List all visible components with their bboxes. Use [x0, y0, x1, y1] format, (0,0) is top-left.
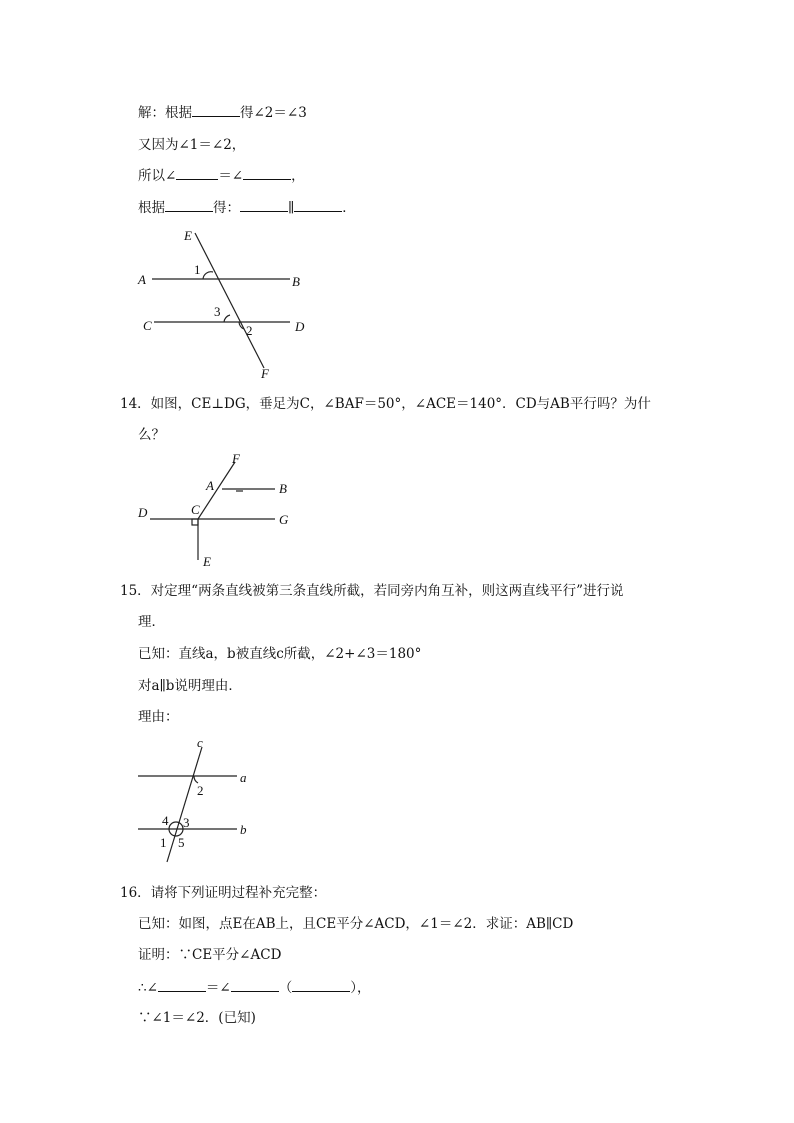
q16-line4-c: （	[278, 980, 293, 996]
angle-label-1: 1	[194, 262, 201, 277]
angle-label-1: 1	[160, 835, 167, 850]
label-e: E	[203, 554, 211, 569]
label-a: a	[240, 770, 247, 785]
q13-line2: 又因为∠1＝∠2，	[138, 137, 246, 153]
angle-label-3: 3	[214, 304, 221, 319]
q13-line3-b: ＝∠	[218, 168, 244, 184]
q13-line4-a: 根据	[138, 200, 165, 216]
label-a: A	[206, 478, 214, 493]
q15-line4: 对a∥b说明理由．	[138, 678, 242, 694]
answer-blank[interactable]	[292, 978, 350, 992]
q13-line1-b: 得∠2＝∠3	[240, 105, 307, 121]
q13-line1-a: 解：根据	[138, 105, 192, 121]
line-c	[167, 747, 202, 862]
label-f: F	[261, 366, 269, 381]
label-d: D	[138, 505, 148, 520]
q16-line4-a: ∴∠	[138, 980, 158, 996]
q16-line5: ∵∠1＝∠2．(已知)	[138, 1010, 256, 1026]
label-c: C	[143, 318, 152, 333]
q13-line4-c: ∥	[288, 200, 295, 216]
q14-line2: 么？	[138, 427, 165, 443]
angle-2-arc	[194, 776, 198, 783]
q15-line5: 理由：	[138, 709, 179, 725]
label-f: F	[232, 451, 240, 466]
q16-line1: 16．请将下列证明过程补充完整：	[120, 885, 327, 901]
q15-line2: 理．	[138, 614, 165, 630]
q13-line4-d: ．	[342, 200, 356, 216]
label-g: G	[279, 512, 289, 527]
q16-line4-b: ＝∠	[205, 980, 231, 996]
label-b: B	[279, 481, 287, 496]
answer-blank[interactable]	[231, 978, 279, 992]
angle-label-5: 5	[178, 835, 185, 850]
angle-label-4: 4	[162, 813, 169, 828]
label-b: b	[240, 822, 247, 837]
q15-line1: 15．对定理“两条直线被第三条直线所截，若同旁内角互补，则这两直线平行”进行说	[120, 583, 624, 599]
answer-blank[interactable]	[158, 978, 206, 992]
q16-line2: 已知：如图，点E在AB上，且CE平分∠ACD，∠1＝∠2．求证：AB∥CD	[138, 916, 574, 932]
label-b: B	[292, 274, 300, 289]
q16-line4	[138, 978, 370, 997]
label-c: C	[191, 502, 200, 517]
label-c: c	[197, 735, 203, 750]
q14-line1: 14．如图，CE⊥DG，垂足为C，∠BAF＝50°，∠ACE＝140°．CD与AB平行吗？为什	[120, 396, 651, 412]
label-d: D	[295, 319, 305, 334]
angle-label-3: 3	[183, 815, 190, 830]
angle-label-2: 2	[246, 323, 253, 338]
angle-label-2: 2	[197, 783, 204, 798]
q15-line3: 已知：直线a，b被直线c所截，∠2+∠3＝180°	[138, 646, 422, 662]
q13-line3-a: 所以∠	[138, 168, 177, 184]
q13-line4-b: 得：	[213, 200, 240, 216]
q16-line3: 证明：∵CE平分∠ACD	[138, 947, 282, 963]
label-a: A	[138, 272, 146, 287]
q16-line4-d: ），	[350, 980, 371, 996]
q13-line3-c: ，	[291, 168, 305, 184]
label-e: E	[184, 228, 192, 243]
